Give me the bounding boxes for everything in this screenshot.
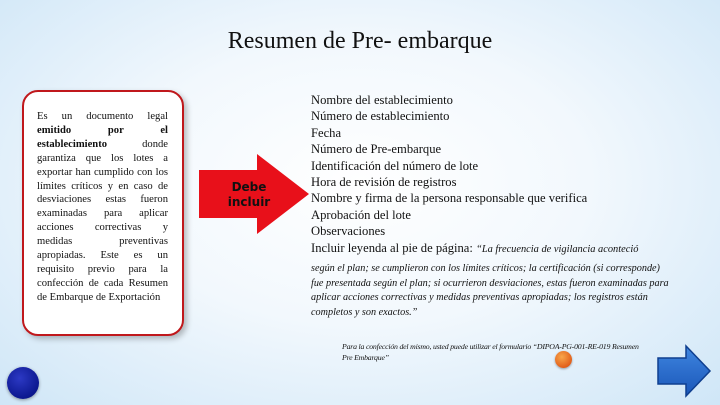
- definition-text-start: Es un documento legal: [37, 111, 168, 122]
- next-arrow-icon[interactable]: [656, 344, 712, 398]
- requirement-item: Hora de revisión de registros: [311, 175, 457, 190]
- blue-circle-icon[interactable]: [7, 367, 39, 399]
- definition-text-end: donde garantiza que los lotes a exportar han cumplido con los límites críticos y en caso de desviaciones estas fueron examinadas para aplicar acciones correctivas y medidas preventivas apropiadas. Este es un requisito previo para la confección de cada Resumen de Embarque de Exportación: [37, 138, 168, 303]
- legend-quote-continuation: según el plan; se cumplieron con los límites críticos; la certificación (si corresponde) fue presentada según el plan; si ocurrieron desviaciones, estas fueron examinadas para aplicar acciones correctivas y medidas preventivas apropiadas; los registros están completos y son exactos.”: [311, 263, 669, 318]
- arrow-label: Debe incluir: [227, 180, 271, 209]
- requirement-item: Nombre y firma de la persona responsable que verifica: [311, 191, 588, 206]
- form-footnote: Para la confección del mismo, usted puede utilizar el formulario “DIPOA-PG-001-RE-019 Resumen Pre Embarque”: [342, 342, 639, 362]
- definition-text-bold: emitido por el establecimiento: [37, 124, 168, 150]
- slide-title: Resumen de Pre- embarque: [227, 28, 493, 54]
- requirement-item-legend: [311, 240, 711, 258]
- requirement-item: Número de establecimiento: [311, 109, 450, 124]
- requirement-item: Número de Pre-embarque: [311, 142, 442, 157]
- requirement-item: Aprobación del lote: [311, 207, 412, 222]
- requirement-item: Identificación del número de lote: [311, 158, 479, 173]
- definition-box: [22, 90, 184, 336]
- legend-quote-start: “La frecuencia de vigilancia aconteció: [476, 243, 639, 255]
- requirement-item: Fecha: [311, 125, 342, 140]
- requirement-item: Observaciones: [311, 224, 386, 239]
- orange-circle-icon[interactable]: [555, 351, 572, 368]
- requirement-item: Nombre del establecimiento: [311, 93, 453, 107]
- legend-prefix: Incluir leyenda al pie de página:: [311, 240, 477, 255]
- requirements-list: [311, 92, 711, 258]
